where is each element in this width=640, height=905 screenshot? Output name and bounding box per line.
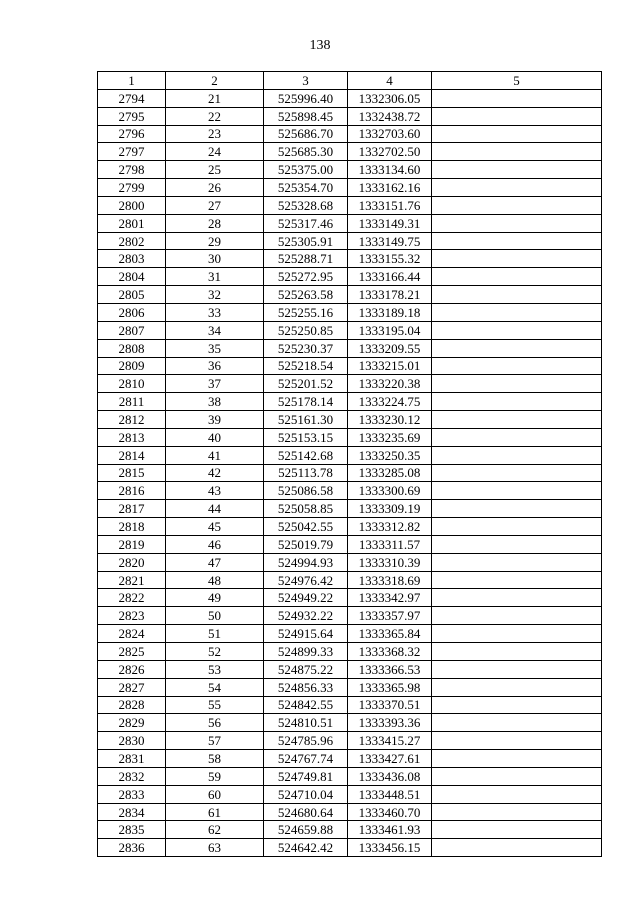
table-cell (432, 464, 602, 482)
table-cell: 1333166.44 (348, 268, 432, 286)
table-row (98, 500, 602, 518)
table-cell: 1332438.72 (348, 107, 432, 125)
table-cell: 2832 (98, 767, 166, 785)
table-cell: 21 (166, 89, 264, 107)
table-cell: 24 (166, 143, 264, 161)
table-cell: 1333195.04 (348, 321, 432, 339)
table-cell (432, 714, 602, 732)
table-cell: 1333235.69 (348, 428, 432, 446)
table-cell: 38 (166, 393, 264, 411)
table-cell: 525354.70 (264, 179, 348, 197)
table-cell (432, 732, 602, 750)
table-row (98, 589, 602, 607)
table-cell: 2796 (98, 125, 166, 143)
table-cell: 2806 (98, 303, 166, 321)
table-cell: 23 (166, 125, 264, 143)
table-cell: 2819 (98, 535, 166, 553)
table-cell: 2801 (98, 214, 166, 232)
table-cell: 43 (166, 482, 264, 500)
table-cell: 525058.85 (264, 500, 348, 518)
table-cell: 525272.95 (264, 268, 348, 286)
table-cell: 524842.55 (264, 696, 348, 714)
table-row (98, 714, 602, 732)
table-cell: 2815 (98, 464, 166, 482)
table-cell (432, 803, 602, 821)
table-cell (432, 411, 602, 429)
table-row (98, 678, 602, 696)
table-cell: 53 (166, 660, 264, 678)
table-row (98, 250, 602, 268)
table-cell: 1333366.53 (348, 660, 432, 678)
table-cell: 524875.22 (264, 660, 348, 678)
table-cell: 1333250.35 (348, 446, 432, 464)
table-cell (432, 553, 602, 571)
table-cell: 525153.15 (264, 428, 348, 446)
table-cell: 524915.64 (264, 625, 348, 643)
table-cell: 30 (166, 250, 264, 268)
table-cell (432, 393, 602, 411)
table-cell: 62 (166, 821, 264, 839)
table-cell: 39 (166, 411, 264, 429)
table-cell: 32 (166, 286, 264, 304)
table-cell: 1333162.16 (348, 179, 432, 197)
table-cell: 2826 (98, 660, 166, 678)
table-cell: 1333368.32 (348, 643, 432, 661)
table-cell (432, 125, 602, 143)
table-header-row (98, 72, 602, 90)
table-cell (432, 179, 602, 197)
table-cell (432, 482, 602, 500)
table-cell: 2799 (98, 179, 166, 197)
table-cell: 1333393.36 (348, 714, 432, 732)
table-row (98, 125, 602, 143)
table-cell: 525086.58 (264, 482, 348, 500)
table-cell: 2809 (98, 357, 166, 375)
table-cell: 524642.42 (264, 839, 348, 857)
table-cell: 525230.37 (264, 339, 348, 357)
table-cell: 525328.68 (264, 196, 348, 214)
table-cell: 525898.45 (264, 107, 348, 125)
table-cell: 2805 (98, 286, 166, 304)
table-cell: 2827 (98, 678, 166, 696)
table-cell: 524767.74 (264, 750, 348, 768)
table-row (98, 161, 602, 179)
table-cell: 36 (166, 357, 264, 375)
table-cell (432, 589, 602, 607)
table-cell: 1333149.75 (348, 232, 432, 250)
table-cell: 524749.81 (264, 767, 348, 785)
table-cell: 28 (166, 214, 264, 232)
table-row (98, 286, 602, 304)
table-cell (432, 375, 602, 393)
table-cell: 2795 (98, 107, 166, 125)
table-cell: 2802 (98, 232, 166, 250)
table-cell: 2797 (98, 143, 166, 161)
column-header: 5 (432, 72, 602, 90)
table-cell: 524785.96 (264, 732, 348, 750)
table-row (98, 518, 602, 536)
table-cell: 45 (166, 518, 264, 536)
table-cell: 2825 (98, 643, 166, 661)
table-cell: 44 (166, 500, 264, 518)
table-cell: 1333436.08 (348, 767, 432, 785)
table-cell (432, 696, 602, 714)
table-cell: 2811 (98, 393, 166, 411)
table-cell: 525161.30 (264, 411, 348, 429)
table-cell: 2794 (98, 89, 166, 107)
table-cell: 34 (166, 321, 264, 339)
table-cell: 42 (166, 464, 264, 482)
table-cell: 60 (166, 785, 264, 803)
table-cell: 1333311.57 (348, 535, 432, 553)
table-cell: 2821 (98, 571, 166, 589)
table-cell (432, 643, 602, 661)
table-row (98, 321, 602, 339)
table-cell: 524856.33 (264, 678, 348, 696)
table-cell: 59 (166, 767, 264, 785)
table-cell: 1333365.84 (348, 625, 432, 643)
table-cell: 47 (166, 553, 264, 571)
table-cell: 1333415.27 (348, 732, 432, 750)
table-cell: 1333134.60 (348, 161, 432, 179)
table-cell: 1332703.60 (348, 125, 432, 143)
table-cell: 37 (166, 375, 264, 393)
table-row (98, 214, 602, 232)
table-cell: 26 (166, 179, 264, 197)
table-cell: 524680.64 (264, 803, 348, 821)
table-cell: 2813 (98, 428, 166, 446)
table-row (98, 179, 602, 197)
table-cell (432, 785, 602, 803)
table-cell: 22 (166, 107, 264, 125)
table-cell: 524932.22 (264, 607, 348, 625)
table-row (98, 821, 602, 839)
table-cell (432, 268, 602, 286)
table-row (98, 232, 602, 250)
table-cell: 525178.14 (264, 393, 348, 411)
table-cell: 1333215.01 (348, 357, 432, 375)
table-row (98, 482, 602, 500)
table-cell: 525996.40 (264, 89, 348, 107)
table-body (98, 89, 602, 856)
table-cell: 25 (166, 161, 264, 179)
table-cell: 1333318.69 (348, 571, 432, 589)
column-header: 2 (166, 72, 264, 90)
table-row (98, 535, 602, 553)
table-cell: 524899.33 (264, 643, 348, 661)
table-cell: 2822 (98, 589, 166, 607)
table-cell: 54 (166, 678, 264, 696)
table-cell (432, 357, 602, 375)
table-row (98, 393, 602, 411)
table-cell: 2807 (98, 321, 166, 339)
table-cell: 1333151.76 (348, 196, 432, 214)
table-cell: 1333365.98 (348, 678, 432, 696)
table-cell: 33 (166, 303, 264, 321)
table-cell: 2830 (98, 732, 166, 750)
table-cell: 56 (166, 714, 264, 732)
table-row (98, 411, 602, 429)
table-cell: 2808 (98, 339, 166, 357)
table-cell: 525317.46 (264, 214, 348, 232)
table-cell: 1333357.97 (348, 607, 432, 625)
table-cell (432, 446, 602, 464)
table-row (98, 339, 602, 357)
table-row (98, 196, 602, 214)
table-row (98, 571, 602, 589)
table-cell: 2804 (98, 268, 166, 286)
table-cell: 1333220.38 (348, 375, 432, 393)
table-cell: 51 (166, 625, 264, 643)
table-row (98, 89, 602, 107)
table-cell: 525113.78 (264, 464, 348, 482)
table-cell: 1333456.15 (348, 839, 432, 857)
table-cell (432, 678, 602, 696)
table-cell (432, 607, 602, 625)
table-cell: 55 (166, 696, 264, 714)
table-cell: 2836 (98, 839, 166, 857)
table-cell: 1333427.61 (348, 750, 432, 768)
table-cell: 1332702.50 (348, 143, 432, 161)
table-row (98, 660, 602, 678)
table-cell: 1333312.82 (348, 518, 432, 536)
table-cell: 525375.00 (264, 161, 348, 179)
page-number: 138 (309, 38, 331, 53)
table-cell: 1333149.31 (348, 214, 432, 232)
table-cell: 525218.54 (264, 357, 348, 375)
table-cell: 1333461.93 (348, 821, 432, 839)
table-cell: 524659.88 (264, 821, 348, 839)
table-cell: 524976.42 (264, 571, 348, 589)
column-header: 1 (98, 72, 166, 90)
table-cell: 31 (166, 268, 264, 286)
table-cell (432, 286, 602, 304)
table-cell: 2829 (98, 714, 166, 732)
table-cell: 2810 (98, 375, 166, 393)
table-cell: 2803 (98, 250, 166, 268)
table-cell: 52 (166, 643, 264, 661)
table-cell: 1332306.05 (348, 89, 432, 107)
table-row (98, 643, 602, 661)
table-row (98, 446, 602, 464)
table-cell: 525142.68 (264, 446, 348, 464)
table-cell: 63 (166, 839, 264, 857)
table-cell: 2835 (98, 821, 166, 839)
table-cell: 1333342.97 (348, 589, 432, 607)
table-cell: 1333230.12 (348, 411, 432, 429)
table-cell (432, 303, 602, 321)
table-cell: 524949.22 (264, 589, 348, 607)
column-header: 4 (348, 72, 432, 90)
table-row (98, 803, 602, 821)
table-cell: 1333155.32 (348, 250, 432, 268)
table-cell: 1333285.08 (348, 464, 432, 482)
table-cell: 525305.91 (264, 232, 348, 250)
table-cell: 1333178.21 (348, 286, 432, 304)
table-cell: 2820 (98, 553, 166, 571)
table-row (98, 357, 602, 375)
table-cell: 525685.30 (264, 143, 348, 161)
table-cell (432, 339, 602, 357)
table-cell (432, 232, 602, 250)
table-cell: 525255.16 (264, 303, 348, 321)
table-cell (432, 821, 602, 839)
table-cell (432, 535, 602, 553)
table-cell: 48 (166, 571, 264, 589)
table-cell: 2823 (98, 607, 166, 625)
table-cell: 1333300.69 (348, 482, 432, 500)
table-cell (432, 500, 602, 518)
table-cell (432, 660, 602, 678)
table-row (98, 268, 602, 286)
table-cell: 1333370.51 (348, 696, 432, 714)
table-cell: 524994.93 (264, 553, 348, 571)
table-cell (432, 161, 602, 179)
table-cell: 2831 (98, 750, 166, 768)
table-cell: 49 (166, 589, 264, 607)
table-row (98, 428, 602, 446)
table-cell: 2817 (98, 500, 166, 518)
table-cell: 2834 (98, 803, 166, 821)
table-cell (432, 625, 602, 643)
table-cell: 524710.04 (264, 785, 348, 803)
table-cell: 2812 (98, 411, 166, 429)
table-cell: 2798 (98, 161, 166, 179)
table-cell: 525042.55 (264, 518, 348, 536)
table-cell: 2824 (98, 625, 166, 643)
table-cell: 2800 (98, 196, 166, 214)
table-cell: 525201.52 (264, 375, 348, 393)
table-cell (432, 89, 602, 107)
table-cell (432, 214, 602, 232)
table-cell: 2833 (98, 785, 166, 803)
table-cell: 2816 (98, 482, 166, 500)
table-row (98, 375, 602, 393)
table-row (98, 785, 602, 803)
table-cell: 2828 (98, 696, 166, 714)
table-cell: 525686.70 (264, 125, 348, 143)
table-cell: 58 (166, 750, 264, 768)
table-cell (432, 143, 602, 161)
table-cell (432, 750, 602, 768)
table-cell (432, 321, 602, 339)
table-row (98, 767, 602, 785)
table-cell (432, 428, 602, 446)
table-cell: 46 (166, 535, 264, 553)
table-row (98, 464, 602, 482)
table-cell: 524810.51 (264, 714, 348, 732)
table-cell: 1333310.39 (348, 553, 432, 571)
table-cell: 2814 (98, 446, 166, 464)
table-cell (432, 571, 602, 589)
table-cell: 27 (166, 196, 264, 214)
table-row (98, 607, 602, 625)
table-row (98, 107, 602, 125)
table-cell: 1333309.19 (348, 500, 432, 518)
table-cell: 1333460.70 (348, 803, 432, 821)
table-cell (432, 107, 602, 125)
table-cell (432, 250, 602, 268)
table-cell (432, 196, 602, 214)
table-cell: 525250.85 (264, 321, 348, 339)
table-cell: 525019.79 (264, 535, 348, 553)
table-cell (432, 839, 602, 857)
table-cell: 40 (166, 428, 264, 446)
table-row (98, 553, 602, 571)
coordinates-table (97, 71, 602, 857)
table-row (98, 625, 602, 643)
table-cell: 41 (166, 446, 264, 464)
table-cell: 61 (166, 803, 264, 821)
table-row (98, 732, 602, 750)
table-cell: 2818 (98, 518, 166, 536)
table-row (98, 750, 602, 768)
table-row (98, 839, 602, 857)
table-cell: 525263.58 (264, 286, 348, 304)
table-cell: 29 (166, 232, 264, 250)
table-row (98, 696, 602, 714)
table-cell (432, 767, 602, 785)
table-row (98, 143, 602, 161)
table-cell: 525288.71 (264, 250, 348, 268)
table-cell: 1333448.51 (348, 785, 432, 803)
table-cell (432, 518, 602, 536)
table-cell: 57 (166, 732, 264, 750)
table-cell: 1333209.55 (348, 339, 432, 357)
table-row (98, 303, 602, 321)
table-cell: 35 (166, 339, 264, 357)
column-header: 3 (264, 72, 348, 90)
table-cell: 50 (166, 607, 264, 625)
table-cell: 1333224.75 (348, 393, 432, 411)
table-cell: 1333189.18 (348, 303, 432, 321)
